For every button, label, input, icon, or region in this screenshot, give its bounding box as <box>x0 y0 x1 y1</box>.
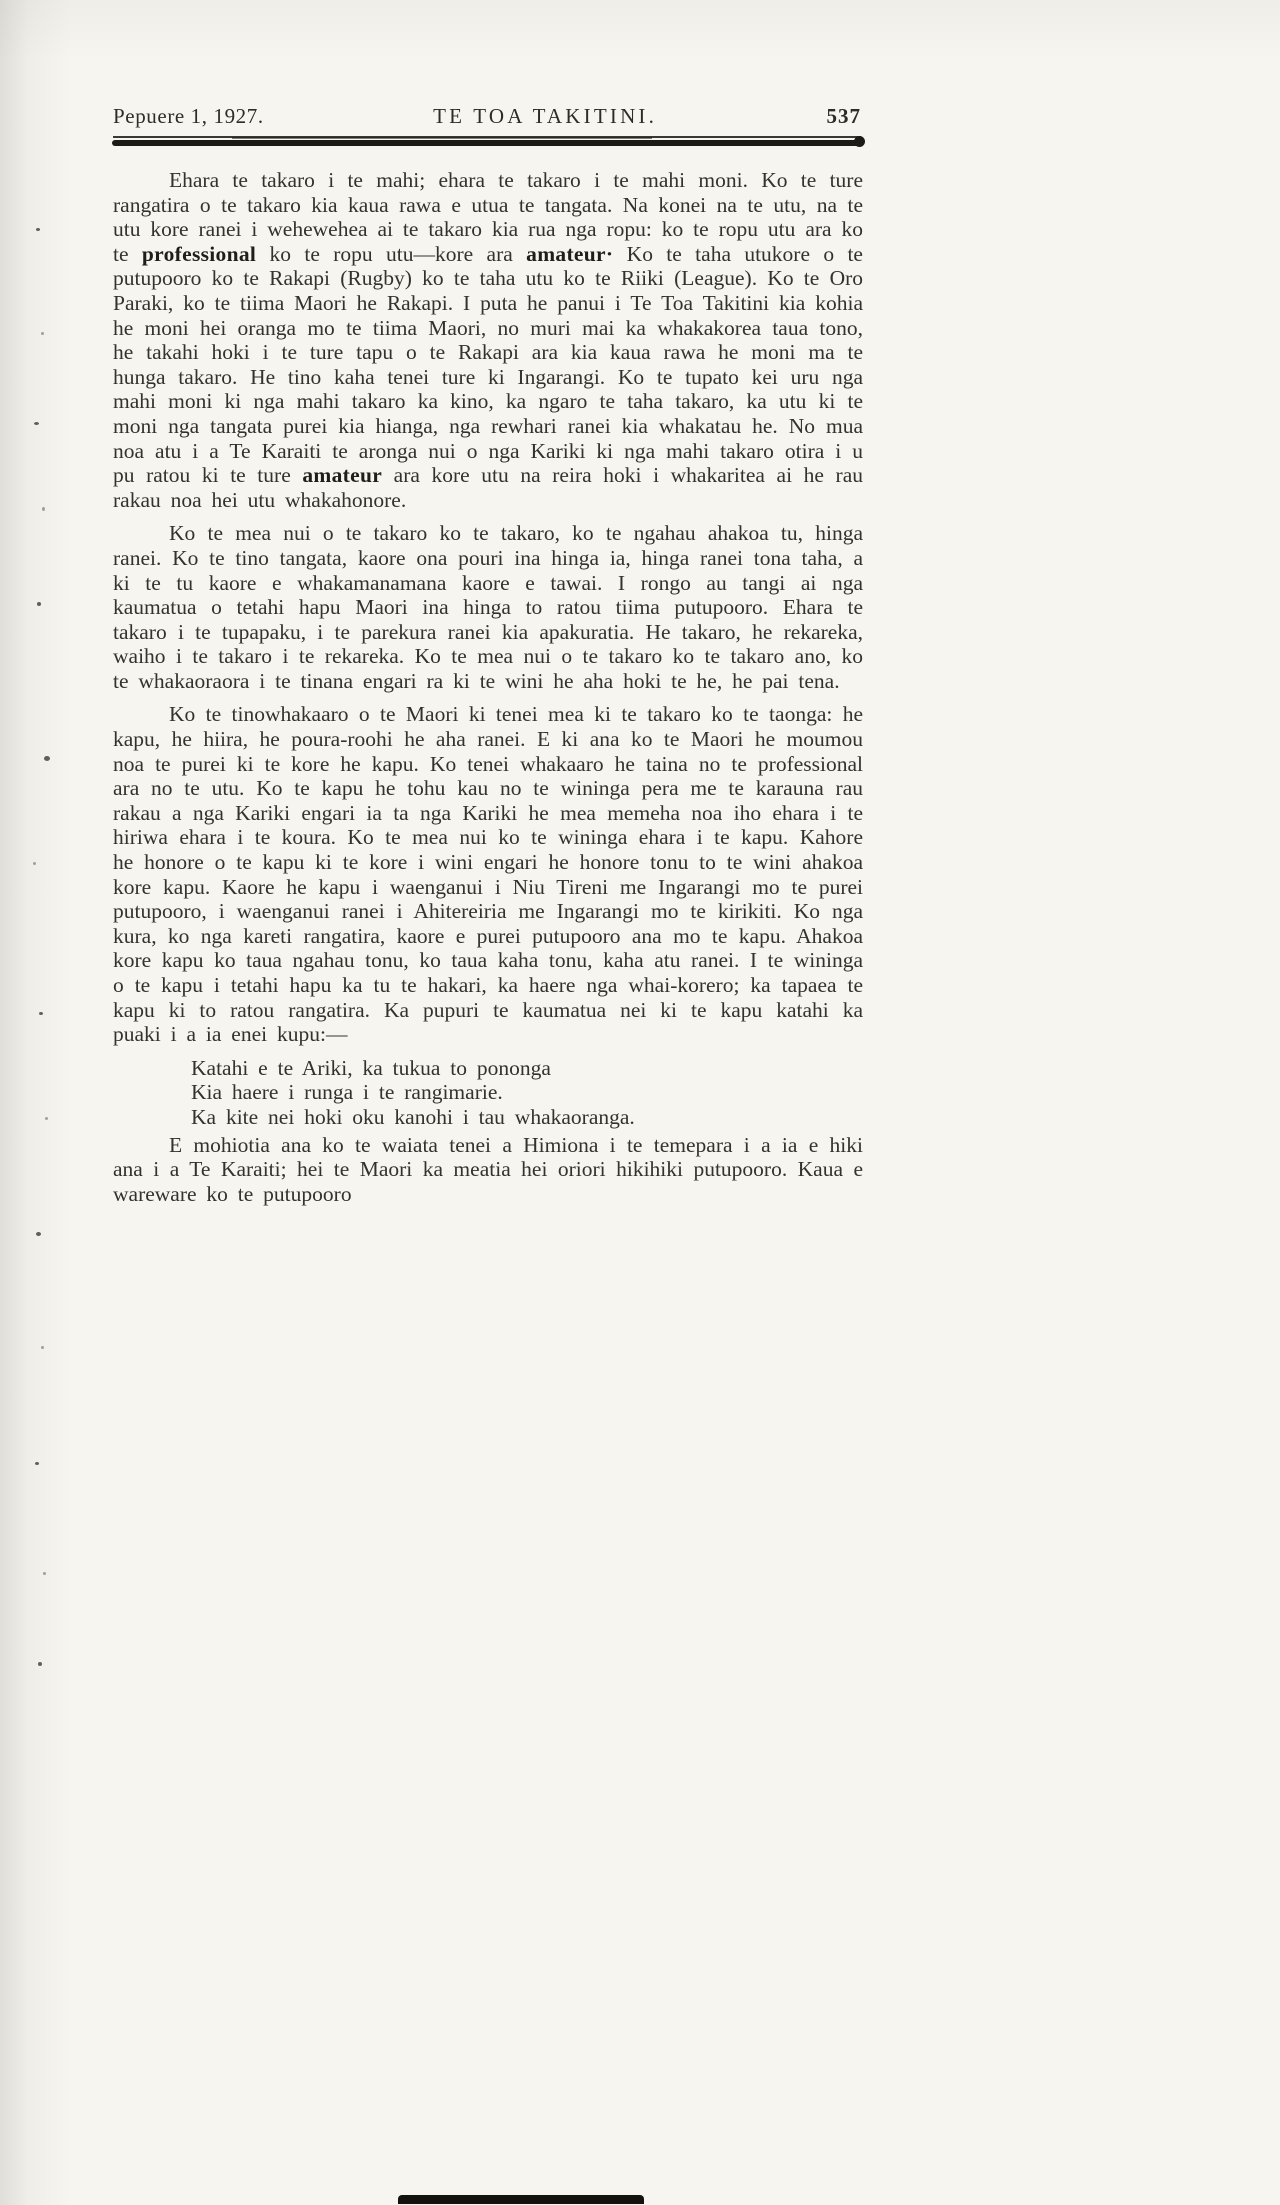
text-run: Ko te tinowhakaaro o te Maori ki tenei mea ki te takaro ko te taonga: he kapu, he hiira, he poura-roohi he aha ranei. E ki ana ko te Maori he moumou noa te purei ki te kore he kapu. Ko tenei whakaaro he taina no te professional ara no te utu. Ko te kapu he tohu kau no te wininga pera me te karauna rau rakau a nga Kariki engari ia ta nga Kariki he mea memeha noa iho ehara i te hiriwa ehara i te koura. Ko te mea nui ko te wininga ehara i te kapu. Kahore he honore o te kapu ki te kore i wini engari he honore tonu to te wini ahakoa kore kapu. Kaore he kapu i waenganui i Niu Tireni me Ingarangi mo te purei putupooro, i waenganui ranei i Ahitereiria me Ingarangi mo te kirikiti. Ko nga kura, ko nga kareti rangatira, kaore e purei putupooro ana mo te kapu. Ahakoa kore kapu ko taua ngahau tonu, ko taua kaha tonu, kaha atu ranei. I te wininga o te kapu i tetahi hapu ka tu te hakari, ka haere nga whai-korero; ka tapaea te kapu ki to ratou rangatira. Ka pupuri te kaumatua nei ki te kapu katahi ka puaki i a ia enei kupu:— <box>113 702 863 1047</box>
bold-term: amateur· <box>526 241 614 266</box>
text-run: ara kore utu na reira hoki i whakaritea ai he rau rakau noa hei utu whakahonore. <box>113 463 864 512</box>
paragraph-1 <box>113 168 863 512</box>
page-header <box>113 104 861 138</box>
text-run: Ko te taha utukore o te putupooro ko te Rakapi (Rugby) ko te taha utu ko te Riiki (League). Ko te Oro Paraki, ko te tiima Maori he Rakapi. I puta he panui i Te Toa Takitini kia kohia he moni hei oranga mo te tiima Maori, no muri mai ka whakakorea taua tono, he takahi hoki i te ture tapu o te Rakapi ara kia kaua rawa he moni ma te hunga takaro. He tino kaha tenei ture ki Ingarangi. Ko te tupato kei uru nga mahi moni ki nga mahi takaro ka kino, ka ngaro te taha takaro, ka utu ki te moni nga tangata purei kia hianga, nga rewhari ranei kia whakatau he. No mua noa atu i a Te Karaiti te aronga nui o nga Kariki ki nga mahi takaro otira i u pu ratou ki te ture <box>113 241 863 488</box>
verse-quotation <box>191 1056 863 1130</box>
scan-speck <box>36 228 40 231</box>
scan-speck <box>45 1117 48 1120</box>
verse-line-2: Kia haere i runga i te rangimarie. <box>191 1080 503 1105</box>
issue-date: Pepuere 1, 1927. <box>113 104 264 128</box>
page-number: 537 <box>826 104 861 128</box>
scan-speck <box>39 1012 43 1015</box>
scan-speck <box>36 1232 41 1236</box>
closing-paragraph <box>113 1133 863 1207</box>
scan-speck <box>41 332 44 335</box>
bold-term: professional <box>141 241 257 266</box>
paragraph-3 <box>113 702 863 1046</box>
text-run: Ko te mea nui o te takaro ko te takaro, ko te ngahau ahakoa tu, hinga ranei. Ko te tino tangata, kaore ona pouri ina hinga ia, hinga ranei tona taha, a ki te tu kaore e whakamanamana kaore e tawai. I rongo au tangi ai nga kaumatua o tetahi hapu Maori ina hinga to ratou tiima putupooro. Ehara te takaro i te tupapaku, i te parekura ranei kia apakuratia. He takaro, he rekareka, waiho i te takaro i te rekareka. Ko te mea nui o te takaro ko te takaro ano, ko te whakaoraora i te tinana engari ra ki te wini he aha hoki te he, he pai tena. <box>113 521 863 693</box>
paragraph-2 <box>113 521 863 693</box>
verse-line-3: Ka kite nei hoki oku kanohi i tau whakaoranga. <box>191 1104 635 1129</box>
scan-speck <box>44 756 50 761</box>
scan-speck <box>34 422 39 425</box>
bold-term: amateur <box>302 463 383 488</box>
scan-speck <box>37 602 41 606</box>
text-run: Ehara te takaro i te mahi; ehara te takaro i te mahi moni. Ko te ture rangatira o te takaro kia kaua rawa e utua te tangata. Na konei na te utu, na te utu kore ranei i wehewehea ai te takaro kia rua nga ropu: ko te ropu utu ara ko te <box>113 168 863 266</box>
scan-speck <box>38 1662 42 1666</box>
masthead-title: TE TOA TAKITINI. <box>433 104 658 128</box>
scan-speck <box>42 507 45 511</box>
text-run: E mohiotia ana ko te waiata tenei a Himiona i te temepara i a ia e hiki ana i a Te Karaiti; hei te Maori ka meatia hei oriori hikihiki putupooro. Kaua e wareware ko te putupooro <box>113 1132 863 1206</box>
header-rule <box>112 140 862 146</box>
scan-speck <box>33 862 36 865</box>
scan-speck <box>41 1346 44 1349</box>
text-run: ko te ropu utu—kore ara <box>256 241 527 266</box>
verse-line-1: Katahi e te Ariki, ka tukua to pononga <box>191 1055 551 1080</box>
scan-speck <box>43 1572 46 1575</box>
scan-artifact-bottom <box>398 2195 644 2204</box>
scan-speck <box>35 1462 39 1465</box>
article-body <box>113 168 863 1215</box>
